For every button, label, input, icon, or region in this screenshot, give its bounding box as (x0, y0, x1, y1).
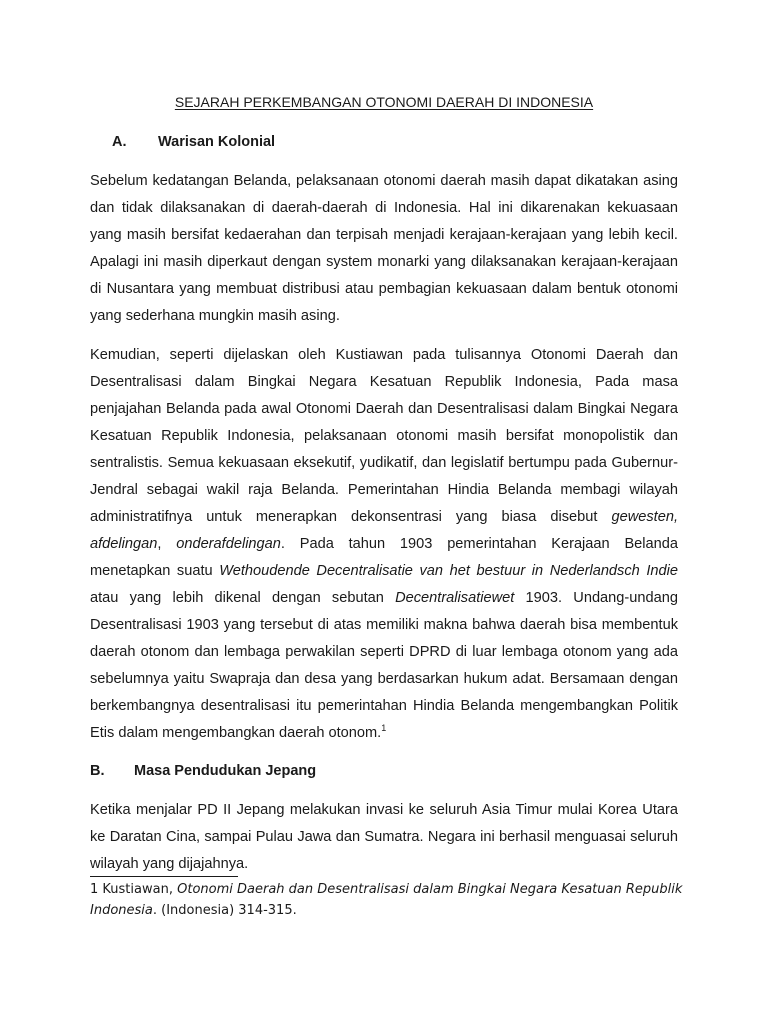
paragraph-2-italic-2: onderafdelingan (176, 536, 281, 552)
footnote-number: 1 (90, 882, 99, 897)
paragraph-2-part-1: Kemudian, seperti dijelaskan oleh Kustiawan pada tulisannya Otonomi Daerah dan Desentralisasi dalam Bingkai Negara Kesatuan Republik Indonesia, Pada masa penjajahan Belanda pada awal Otonomi Daerah dan Desentralisasi dalam Bingkai Negara Kesatuan Republik Indonesia, pelaksanaan otonomi masih bersifat monopolistik dan sentralistis. Semua kekuasaan eksekutif, yudikatif, dan legislatif bertumpu pada Gubernur-Jendral sebagai wakil raja Belanda. Pemerintahan Hindia Belanda membagi wilayah administratifnya untuk menerapkan dekonsentrasi yang biasa disebut (90, 347, 678, 525)
footnote-details: . (Indonesia) 314-315. (152, 903, 297, 918)
paragraph-2-italic-1: gewesten, afdelingan (90, 509, 678, 552)
footnote-reference[interactable]: 1 (381, 723, 387, 734)
footnote-separator (90, 876, 238, 877)
paragraph-2-italic-4: Decentralisatiewet (395, 590, 515, 606)
paragraph-2-part-2: . Pada tahun 1903 pemerintahan Kerajaan Belanda menetapkan suatu (90, 536, 678, 579)
section-a-title: Warisan Kolonial (158, 134, 276, 150)
section-b-heading (90, 763, 316, 779)
paragraph-3: Ketika menjalar PD II Jepang melakukan invasi ke seluruh Asia Timur mulai Korea Utara ke Daratan Cina, sampai Pulau Jawa dan Sumatra. Negara ini berhasil menguasai seluruh wilayah yang dijajahnya. (90, 802, 678, 872)
paragraph-2 (90, 342, 678, 747)
footnote-work-title: Otonomi Daerah dan Desentralisasi dalam Bingkai Negara Kesatuan Republik Indonesia (90, 882, 683, 918)
paragraph-2-part-3: atau yang lebih dikenal dengan sebutan (90, 590, 384, 606)
section-b-letter: B. (90, 763, 105, 779)
paragraph-2-part-4: 1903. Undang-undang Desentralisasi 1903 yang tersebut di atas memiliki makna bahwa daerah bisa membentuk daerah otonom dan lembaga perwakilan seperti DPRD di luar lembaga otonom yang ada sebelumnya yaitu Swapraja dan desa yang berdasarkan hukum adat. Bersamaan dengan berkembangnya desentralisasi itu pemerintahan Hindia Belanda mengembangkan Politik Etis dalam mengembangkan daerah otonom. (90, 590, 678, 741)
paragraph-2-italic-3: Wethoudende Decentralisatie van het bestuur in Nederlandsch Indie (219, 563, 678, 579)
section-a-letter: A. (112, 134, 127, 150)
footnote-author: Kustiawan, (102, 882, 173, 897)
paragraph-1: Sebelum kedatangan Belanda, pelaksanaan otonomi daerah masih dapat dikatakan asing dan tidak dilaksanakan di daerah-daerah di Indonesia. Hal ini dikarenakan kekuasaan yang masih bersifat kedaerahan dan terpisah menjadi kerajaan-kerajaan yang lebih kecil. Apalagi ini masih diperkaut dengan system monarki yang dilaksanakan kerajaan-kerajaan di Nusantara yang membuat distribusi atau pembagian kekuasaan dalam bentuk otonomi yang sederhana mungkin masih asing. (90, 173, 678, 324)
section-a-heading (112, 134, 275, 150)
section-b-title: Masa Pendudukan Jepang (134, 763, 317, 779)
footnote (90, 879, 690, 921)
paragraph-2-sep-1: , (157, 536, 162, 552)
document-title: SEJARAH PERKEMBANGAN OTONOMI DAERAH DI INDONESIA (174, 94, 594, 110)
